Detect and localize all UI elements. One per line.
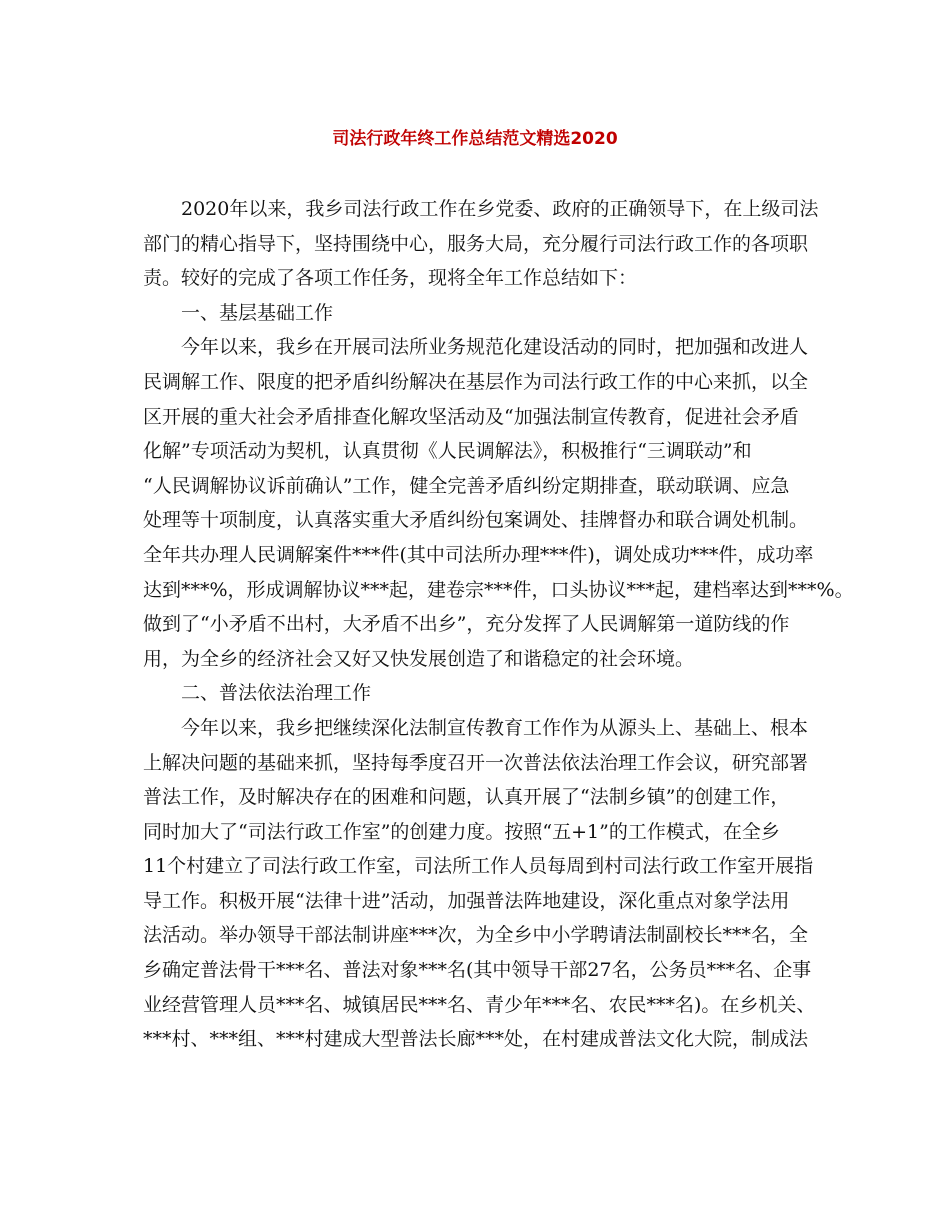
text-line: 一、基层基础工作 <box>181 301 334 324</box>
text-line: 同时加大了“司法行政工作室”的创建力度。按照“五+1”的工作模式，在全乡 <box>143 820 780 843</box>
text-line: 化解”专项活动为契机，认真贯彻《人民调解法》，积极推行“三调联动”和 <box>143 440 752 463</box>
text-line: 上解决问题的基础来抓，坚持每季度召开一次普法依法治理工作会议，研究部署 <box>143 751 809 774</box>
document-title: 司法行政年终工作总结范文精选2020 <box>332 129 618 149</box>
text-line: 导工作。积极开展“法律十进”活动，加强普法阵地建设，深化重点对象学法用 <box>143 889 790 912</box>
text-line: 乡确定普法骨干***名、普法对象***名(其中领导干部27名，公务员***名、企事 <box>143 959 812 982</box>
text-line: 2020年以来，我乡司法行政工作在乡党委、政府的正确领导下，在上级司法 <box>181 198 819 220</box>
text-line: 11个村建立了司法行政工作室，司法所工作人员每周到村司法行政工作室开展指 <box>143 855 814 878</box>
text-line: 责。较好的完成了各项工作任务，现将全年工作总结如下： <box>143 267 638 290</box>
text-line: 民调解工作、限度的把矛盾纠纷解决在基层作为司法行政工作的中心来抓，以全 <box>143 370 809 393</box>
text-line: 做到了“小矛盾不出村，大矛盾不出乡”，充分发挥了人民调解第一道防线的作 <box>143 613 790 636</box>
text-line: 用，为全乡的经济社会又好又快发展创造了和谐稳定的社会环境。 <box>143 647 695 670</box>
text-line: 部门的精心指导下，坚持围绕中心，服务大局，充分履行司法行政工作的各项职 <box>143 232 809 255</box>
text-line: 普法工作，及时解决存在的困难和问题，认真开展了“法制乡镇”的创建工作， <box>143 786 790 809</box>
text-line: 二、普法依法治理工作 <box>181 682 372 705</box>
text-line: 全年共办理人民调解案件***件(其中司法所办理***件)，调处成功***件，成功率 <box>143 543 814 566</box>
text-line: 法活动。举办领导干部法制讲座***次，为全乡中小学聘请法制副校长***名，全 <box>143 924 809 947</box>
text-line: “人民调解协议诉前确认”工作，健全完善矛盾纠纷定期排查，联动联调、应急 <box>143 474 790 497</box>
text-line: 达到***%，形成调解协议***起，建卷宗***件，口头协议***起，建档率达到***%。 <box>143 578 854 601</box>
text-line: 业经营管理人员***名、城镇居民***名、青少年***名、农民***名)。在乡机关、 <box>143 993 816 1016</box>
document-body <box>143 192 854 1057</box>
text-line: ***村、***组、***村建成大型普法长廊***处，在村建成普法文化大院，制成法 <box>143 1028 809 1051</box>
text-line: 处理等十项制度，认真落实重大矛盾纠纷包案调处、挂牌督办和联合调处机制。 <box>143 509 809 532</box>
text-line: 今年以来，我乡把继续深化法制宣传教育工作作为从源头上、基础上、根本 <box>181 716 809 739</box>
text-line: 今年以来，我乡在开展司法所业务规范化建设活动的同时，把加强和改进人 <box>181 336 809 359</box>
text-line: 区开展的重大社会矛盾排查化解攻坚活动及“加强法制宣传教育，促进社会矛盾 <box>143 405 799 428</box>
